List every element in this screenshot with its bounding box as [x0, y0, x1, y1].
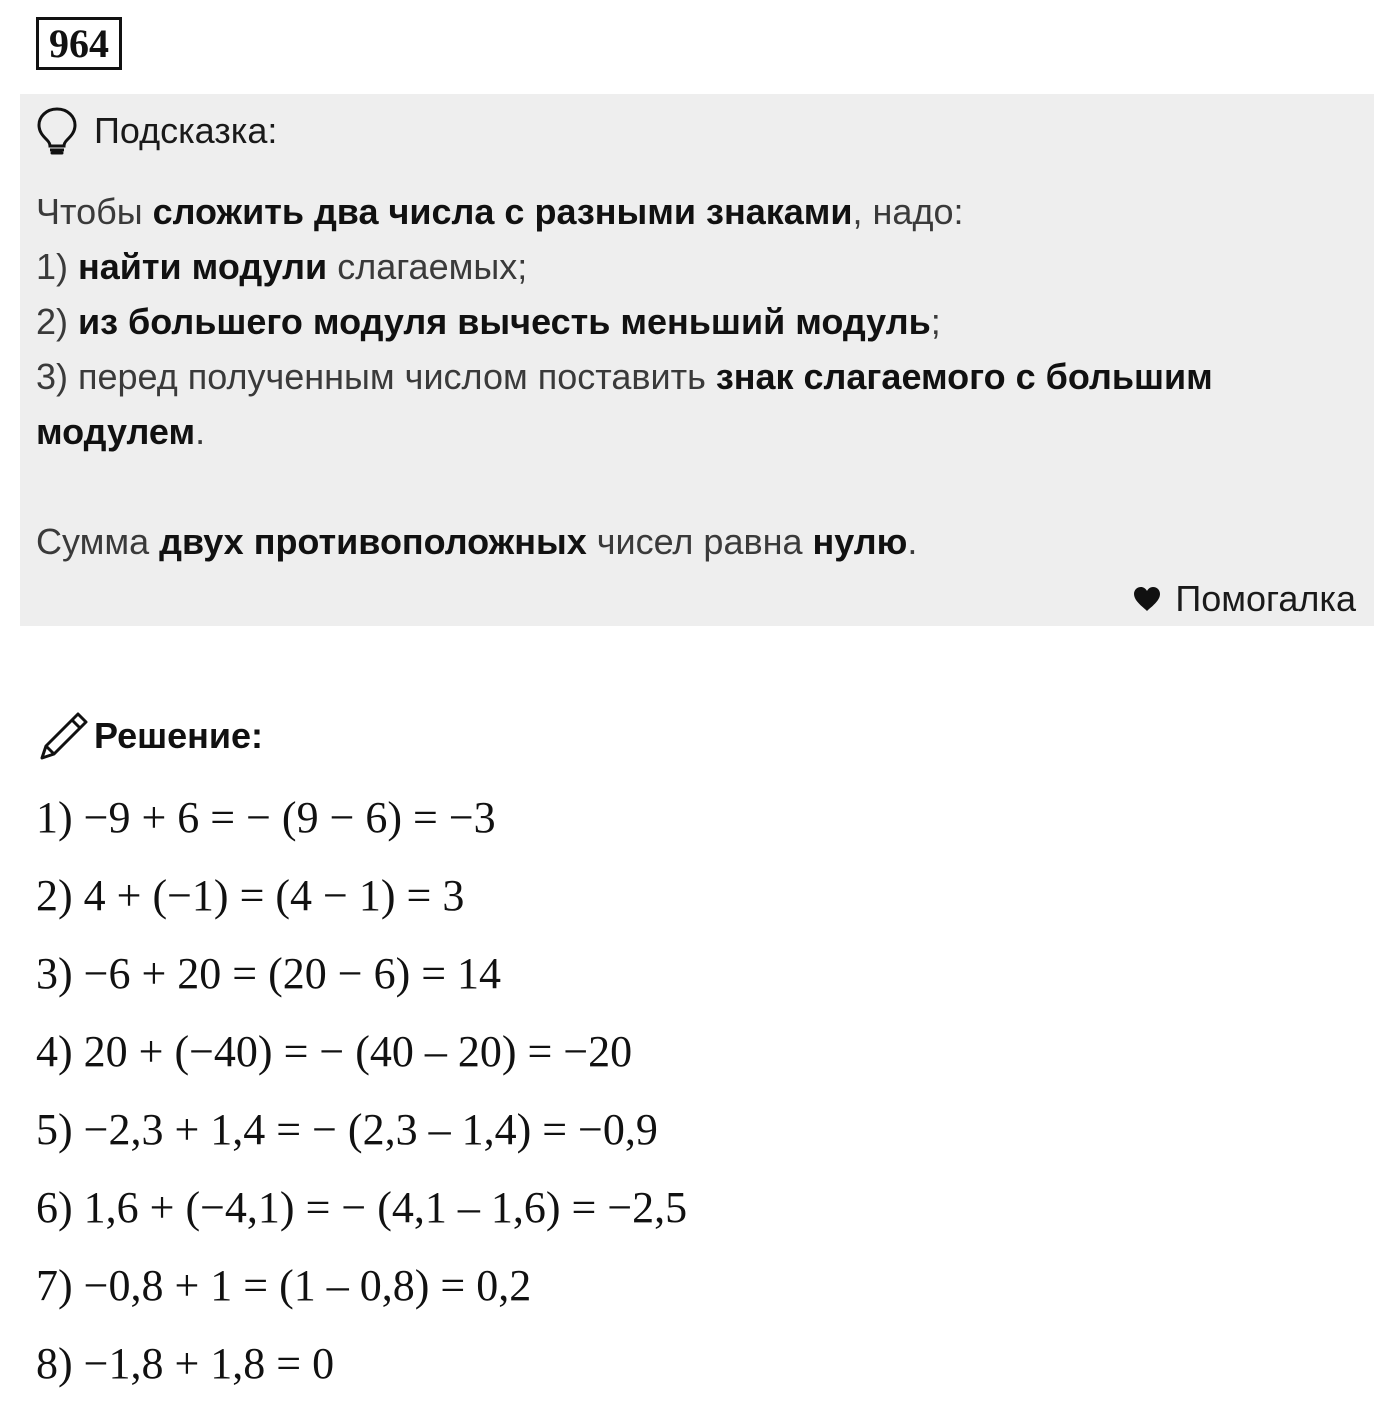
hint-text-span: Сумма [36, 521, 160, 562]
hint-bold-span: двух противоположных [159, 521, 587, 562]
hint-text [36, 184, 1356, 569]
hint-bold-span: нулю [812, 521, 908, 562]
solution-step: 4) 20 + (−40) = − (40 – 20) = −20 [36, 1027, 633, 1076]
task-number: 964 [36, 17, 122, 70]
pencil-icon [38, 710, 90, 762]
hint-bold-span: знак слагаемого с большим модулем [36, 356, 1213, 452]
solution-header [38, 708, 263, 764]
hint-line [36, 184, 1356, 239]
hint-box [20, 94, 1374, 626]
solution-title: Решение: [94, 715, 264, 756]
hint-line [36, 239, 1356, 294]
hint-bold-span: сложить два числа с разными знаками [152, 191, 853, 232]
hint-text-span: . [907, 521, 918, 562]
hint-header [35, 106, 277, 156]
signature [1133, 578, 1356, 620]
lightbulb-icon [35, 106, 79, 156]
solution-step: 3) −6 + 20 = (20 − 6) = 14 [36, 949, 502, 998]
hint-text-span: 2) [36, 301, 79, 342]
solution-step: 6) 1,6 + (−4,1) = − (4,1 – 1,6) = −2,5 [36, 1183, 688, 1232]
solution-step: 7) −0,8 + 1 = (1 – 0,8) = 0,2 [36, 1261, 532, 1310]
hint-line [36, 349, 1356, 459]
hint-text-span: 1) [36, 246, 79, 287]
hint-bold-span: найти модули [78, 246, 328, 287]
hint-text-span: слагаемых; [327, 246, 528, 287]
solution-step: 8) −1,8 + 1,8 = 0 [36, 1339, 335, 1388]
hint-text-span: , надо: [852, 191, 964, 232]
heart-icon [1133, 586, 1161, 612]
spacer [36, 459, 1356, 514]
solution-step: 1) −9 + 6 = − (9 − 6) = −3 [36, 793, 496, 842]
signature-text: Помогалка [1175, 578, 1356, 619]
hint-line [36, 514, 1356, 569]
hint-text-span: . [195, 411, 206, 452]
hint-title: Подсказка: [94, 110, 278, 151]
hint-text-span: чисел равна [586, 521, 813, 562]
solution-step: 5) −2,3 + 1,4 = − (2,3 – 1,4) = −0,9 [36, 1105, 658, 1154]
hint-text-span: Чтобы [36, 191, 153, 232]
hint-bold-span: из большего модуля вычесть меньший модуль [78, 301, 931, 342]
solution-steps [36, 788, 687, 1412]
hint-text-span: ; [930, 301, 941, 342]
solution-step: 2) 4 + (−1) = (4 − 1) = 3 [36, 871, 465, 920]
hint-text-span: 3) перед полученным числом поставить [36, 356, 716, 397]
hint-line [36, 294, 1356, 349]
